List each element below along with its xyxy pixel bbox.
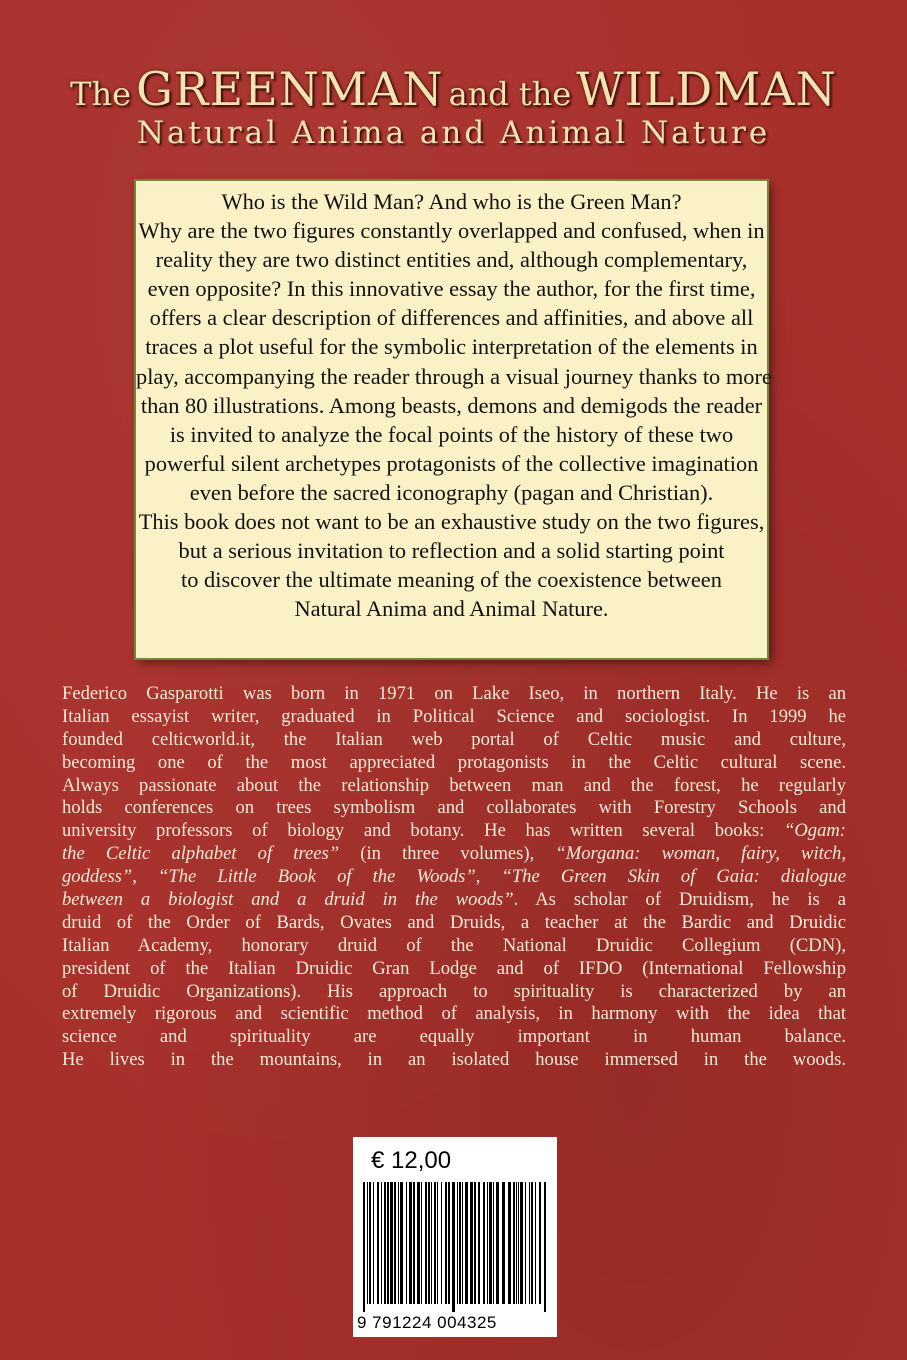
blurb-line: Natural Anima and Animal Nature. xyxy=(294,596,609,622)
book-title-ogam: the Celtic alphabet of trees” xyxy=(62,843,340,865)
bio-text: . As scholar of Druidism, he is a xyxy=(513,889,846,911)
bio-line xyxy=(62,889,846,912)
book-title-gaia: between a biologist and a druid in the woods” xyxy=(62,889,514,911)
blurb-line: traces a plot useful for the symbolic interpretation of the elements in xyxy=(145,334,758,360)
barcode-icon xyxy=(361,1182,549,1312)
title-prefix: The xyxy=(70,75,132,113)
bio-text: , xyxy=(132,866,159,888)
blurb-line: play, accompanying the reader through a visual journey thanks to more xyxy=(136,363,772,389)
bio-text: , xyxy=(475,866,502,888)
bio-line: Italian essayist writer, graduated in Political Science and sociologist. In 1999 he xyxy=(62,705,846,727)
blurb-text xyxy=(136,187,772,623)
blurb-line: to discover the ultimate meaning of the coexistence between xyxy=(181,567,722,593)
blurb-line: reality they are two distinct entities and, although complementary, xyxy=(155,247,748,273)
bio-line xyxy=(62,866,846,889)
title-greenman: GREENMAN xyxy=(136,62,444,116)
bio-line: Italian Academy, honorary druid of the National Druidic Collegium (CDN), xyxy=(62,934,846,956)
bio-line: founded celticworld.it, the Italian web portal of Celtic music and culture, xyxy=(62,728,846,750)
blurb-line: even opposite? In this innovative essay the author, for the first time, xyxy=(147,276,756,302)
bio-line: becoming one of the most appreciated protagonists in the Celtic cultural scene. xyxy=(62,751,846,773)
blurb-line: Who is the Wild Man? And who is the Green Man? xyxy=(221,189,682,214)
book-subtitle: Natural Anima and Animal Nature xyxy=(136,115,771,151)
title-wildman: WILDMAN xyxy=(576,62,837,116)
bio-text: (in three volumes), xyxy=(339,843,556,865)
book-title-woods: “The Little Book of the Woods” xyxy=(158,866,476,888)
isbn-number: 9 791224 004325 xyxy=(357,1313,497,1332)
bio-line: Always passionate about the relationship between man and the forest, he regularly xyxy=(62,774,846,796)
bio-line: extremely rigorous and scientific method of analysis, in harmony with the idea that xyxy=(62,1003,846,1025)
book-title-morgana: goddess” xyxy=(62,866,133,888)
bio-line: holds conferences on trees symbolism and collaborates with Forestry Schools and xyxy=(62,797,846,819)
bio-line: Federico Gasparotti was born in 1971 on Lake Iseo, in northern Italy. He is an xyxy=(62,683,846,704)
author-bio xyxy=(62,683,846,1072)
blurb-panel xyxy=(136,181,772,658)
book-title-gaia: “The Green Skin of Gaia: dialogue xyxy=(501,866,846,888)
bio-line: druid of the Order of Bards, Ovates and Druids, a teacher at the Bardic and Druidic xyxy=(62,911,846,933)
bio-text: university professors of biology and botany. He has written several books: xyxy=(62,820,765,842)
price-label: € 12,00 xyxy=(371,1147,452,1174)
blurb-line: Why are the two figures constantly overlapped and confused, when in xyxy=(138,218,765,244)
bio-line: president of the Italian Druidic Gran Lodge and of IFDO (International Fellowship xyxy=(62,957,846,979)
bio-line xyxy=(62,843,846,866)
blurb-line: but a serious invitation to reflection and a solid starting point xyxy=(178,538,725,564)
blurb-line: is invited to analyze the focal points of the history of these two xyxy=(169,421,734,447)
price-barcode-box xyxy=(353,1137,557,1337)
title-connector: and the xyxy=(448,75,572,113)
book-title-morgana: “Morgana: woman, fairy, witch, xyxy=(555,843,846,865)
book-title xyxy=(0,62,907,116)
blurb-line: even before the sacred iconography (pagan and Christian). xyxy=(189,479,714,505)
blurb-line: powerful silent archetypes protagonists of the collective imagination xyxy=(144,450,759,476)
book-title-ogam: “Ogam: xyxy=(784,820,846,842)
bio-line: He lives in the mountains, in an isolated house immersed in the woods. xyxy=(62,1049,846,1071)
blurb-line: offers a clear description of differences and affinities, and above all xyxy=(149,305,754,331)
bio-line: of Druidic Organizations). His approach to spirituality is characterized by an xyxy=(62,980,846,1002)
bio-line xyxy=(62,820,846,843)
blurb-line: than 80 illustrations. Among beasts, demons and demigods the reader xyxy=(140,392,763,418)
blurb-line: This book does not want to be an exhaustive study on the two figures, xyxy=(138,509,765,535)
bio-line: science and spirituality are equally important in human balance. xyxy=(62,1026,846,1048)
